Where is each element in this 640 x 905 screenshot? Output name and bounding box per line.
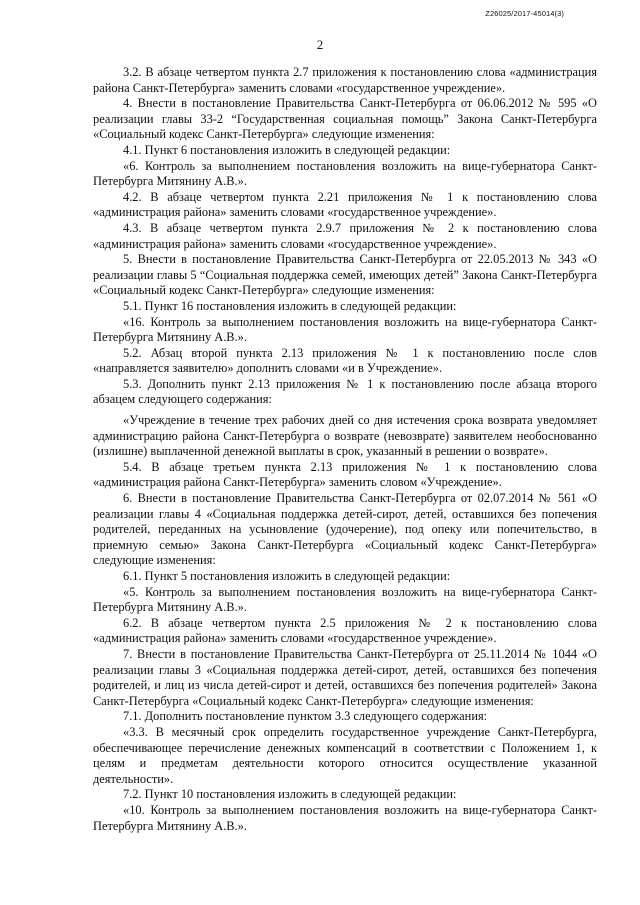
paragraph: 4.3. В абзаце четвертом пункта 2.9.7 приложения № 2 к постановлению слова «администрация района» заменить словами «государственное учреждение». <box>93 220 597 251</box>
paragraph: 4.2. В абзаце четвертом пункта 2.21 приложения № 1 к постановлению слова «администрация района» заменить словами «государственное учреждение». <box>93 189 597 220</box>
paragraph: 6.1. Пункт 5 постановления изложить в следующей редакции: <box>123 569 451 583</box>
paragraph: 5.3. Дополнить пункт 2.13 приложения № 1 к постановлению после абзаца второго абзацем следующего содержания: <box>93 376 597 407</box>
document-id: Z26025/2017-45014(3) <box>485 9 564 18</box>
paragraph: 4.1. Пункт 6 постановления изложить в следующей редакции: <box>123 142 451 157</box>
paragraph: 5. Внести в постановление Правительства Санкт-Петербурга от 22.05.2013 № 343 «О реализации главы 5 “Социальная поддержка семей, имеющих детей” Закона Санкт-Петербурга «Социальный кодекс Санкт-Петербурга» следующие изменения: <box>93 252 597 298</box>
paragraph: «6. Контроль за выполнением постановления возложить на вице-губернатора Санкт-Петербурга Митянину А.В.». <box>93 158 597 189</box>
paragraph: 7.1. Дополнить постановление пунктом 3.3 следующего содержания: <box>123 709 488 724</box>
paragraph: 6.2. В абзаце четвертом пункта 2.5 приложения № 2 к постановлению слова «администрация района» заменить словами «государственное учреждение». <box>93 615 597 646</box>
paragraph: «3.3. В месячный срок определить государственное учреждение Санкт-Петербурга, обеспечивающее перечисление денежных компенсаций в соответствии с Положением 1, к целям и предметам деятельности которого относится осуществление указанной деятельности». <box>93 724 597 786</box>
paragraph: 3.2. В абзаце четвертом пункта 2.7 приложения к постановлению слова «администрация района Санкт-Петербурга» заменить словами «государственное учреждение». <box>93 65 597 95</box>
paragraph: 6. Внести в постановление Правительства Санкт-Петербурга от 02.07.2014 № 561 «О реализации главы 4 «Социальная поддержка детей-сирот, детей, оставшихся без попечения родителей, переданных на усыновление (удочерение), под опеку или попечительство, в приемную семью» Закона Санкт-Петербурга «Социальный кодекс Санкт-Петербурга» следующие изменения: <box>93 491 597 568</box>
paragraph: 7.2. Пункт 10 постановления изложить в следующей редакции: <box>123 787 457 802</box>
paragraph: «10. Контроль за выполнением постановления возложить на вице-губернатора Санкт-Петербурга Митянину А.В.». <box>93 802 597 833</box>
paragraph: «Учреждение в течение трех рабочих дней со дня истечения срока возврата уведомляет администрацию района Санкт-Петербурга о возврате (невозврате) заявителем необоснованно (излишне) выплаченной денежной выплаты в срок, указанный в решении о возврате». <box>93 413 597 459</box>
document-body <box>93 65 597 834</box>
paragraph: 5.1. Пункт 16 постановления изложить в следующей редакции: <box>123 298 457 313</box>
paragraph: 5.2. Абзац второй пункта 2.13 приложения № 1 к постановлению после слов «направляется заявителю» дополнить словами «и в Учреждение». <box>93 345 597 376</box>
page-number: 2 <box>316 37 324 52</box>
paragraph: 7. Внести в постановление Правительства Санкт-Петербурга от 25.11.2014 № 1044 «О реализации главы 3 «Социальная поддержка детей-сирот, детей, оставшихся без попечения родителей, и лиц из числа детей-сирот и детей, оставшихся без попечения родителей» Закона Санкт-Петербурга «Социальный кодекс Санкт-Петербурга» следующие изменения: <box>93 646 597 708</box>
paragraph: 4. Внести в постановление Правительства Санкт-Петербурга от 06.06.2012 № 595 «О реализации главы 33-2 “Государственная социальная помощь” Закона Санкт-Петербурга «Социальный кодекс Санкт-Петербурга» следующие изменения: <box>93 96 597 142</box>
paragraph: 5.4. В абзаце третьем пункта 2.13 приложения № 1 к постановлению слова «администрация района Санкт-Петербурга» заменить словом «Учреждение». <box>93 459 597 490</box>
paragraph: «16. Контроль за выполнением постановления возложить на вице-губернатора Санкт-Петербурга Митянину А.В.». <box>93 314 597 345</box>
paragraph: «5. Контроль за выполнением постановления возложить на вице-губернатора Санкт-Петербурга Митянину А.В.». <box>93 584 597 615</box>
